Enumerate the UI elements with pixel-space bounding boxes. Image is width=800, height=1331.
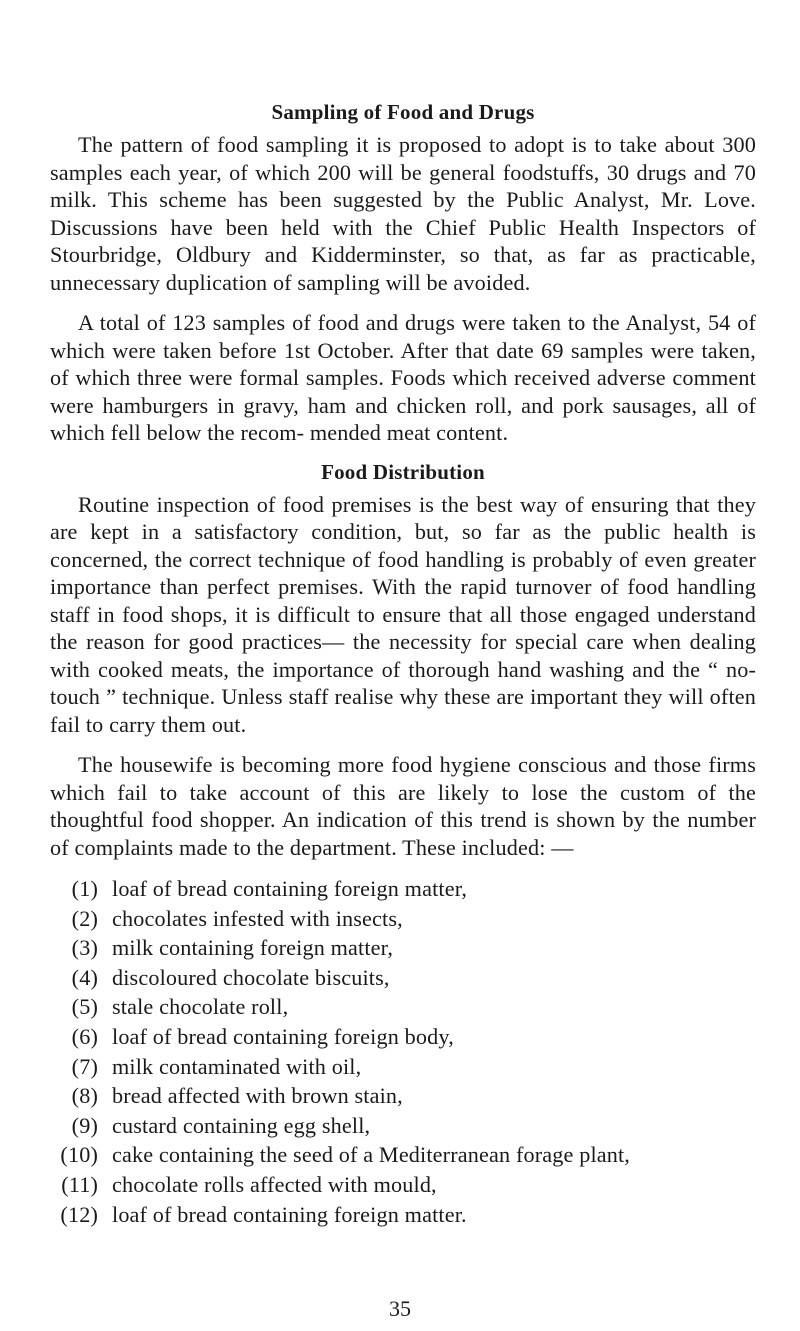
- list-item: [50, 1140, 756, 1170]
- list-item-number: (2): [71, 905, 98, 931]
- paragraph-sampling-pattern: The pattern of food sampling it is proposed to adopt is to take about 300 samples each year, of which 200 will be general foodstuffs, 30 drugs and 70 milk. This scheme has been suggested by the Public Analyst, Mr. Love. Discussions have been held with the Chief Public Health Inspectors of Stourbridge, Oldbury and Kidderminster, so that, as far as practicable, unnecessary duplication of sampling will be avoided.: [50, 132, 756, 295]
- list-item-text: cake containing the seed of a Mediterranean forage plant,: [112, 1142, 631, 1168]
- list-item-text: chocolates infested with insects,: [112, 905, 403, 931]
- document-page: [50, 100, 756, 1229]
- list-item: [50, 1052, 756, 1082]
- list-item-number: (1): [71, 876, 98, 901]
- complaints-list: [50, 874, 756, 1229]
- list-item-number: (6): [71, 1023, 98, 1049]
- section-heading-sampling: Sampling of Food and Drugs: [271, 100, 535, 124]
- list-item-text: loaf of bread containing foreign body,: [112, 1023, 454, 1049]
- list-item-number: (8): [71, 1083, 98, 1109]
- list-item: [50, 1081, 756, 1111]
- list-item-text: milk containing foreign matter,: [112, 935, 394, 961]
- list-item: [50, 874, 756, 904]
- paragraph-sample-totals: A total of 123 samples of food and drugs were taken to the Analyst, 54 of which were taken before 1st October. After that date 69 samples were taken, of which three were formal samples. Foods which received adverse comment were hamburgers in gravy, ham and chicken roll, and pork sausages, all of which fell below the recom- mended meat content.: [50, 310, 756, 445]
- list-item-text: loaf of bread containing foreign matter,: [112, 876, 468, 901]
- list-item: [50, 904, 756, 934]
- paragraph-housewife: The housewife is becoming more food hygiene conscious and those firms which fail to take account of this are likely to lose the custom of the thoughtful food shopper. An indication of this trend is shown by the number of complaints made to the department. These included: —: [50, 752, 756, 860]
- list-item: [50, 963, 756, 993]
- list-item-number: (5): [71, 994, 98, 1020]
- list-item-number: (10): [60, 1142, 98, 1168]
- list-item-text: loaf of bread containing foreign matter.: [112, 1201, 467, 1227]
- list-item-text: bread affected with brown stain,: [112, 1083, 403, 1109]
- paragraph-routine-inspection: Routine inspection of food premises is the best way of ensuring that they are kept in a satisfactory condition, but, so far as the public health is concerned, the correct technique of food handling is probably of even greater importance than perfect premises. With the rapid turnover of food handling staff in food shops, it is difficult to ensure that all those engaged understand the reason for good practices— the necessity for special care when dealing with cooked meats, the importance of thorough hand washing and the “ no-touch ” technique. Unless staff realise why these are important they will often fail to carry them out.: [50, 491, 756, 737]
- list-item-number: (7): [71, 1053, 98, 1079]
- list-item-number: (9): [71, 1112, 98, 1138]
- list-item: [50, 1170, 756, 1200]
- list-item: [50, 992, 756, 1022]
- section-heading-distribution: Food Distribution: [321, 459, 485, 484]
- list-item-number: (12): [60, 1201, 98, 1227]
- list-item: [50, 1022, 756, 1052]
- list-item-text: chocolate rolls affected with mould,: [112, 1171, 437, 1197]
- list-item-text: stale chocolate roll,: [112, 994, 289, 1020]
- list-item: [50, 1111, 756, 1141]
- list-item-number: (4): [71, 964, 98, 990]
- list-item-text: discoloured chocolate biscuits,: [112, 964, 390, 990]
- list-item-text: custard containing egg shell,: [112, 1112, 371, 1138]
- page-number: 35: [389, 1296, 411, 1321]
- list-item-text: milk contaminated with oil,: [112, 1053, 362, 1079]
- list-item: [50, 933, 756, 963]
- list-item-number: (11): [61, 1171, 98, 1197]
- list-item-number: (3): [71, 935, 98, 961]
- list-item: [50, 1200, 756, 1230]
